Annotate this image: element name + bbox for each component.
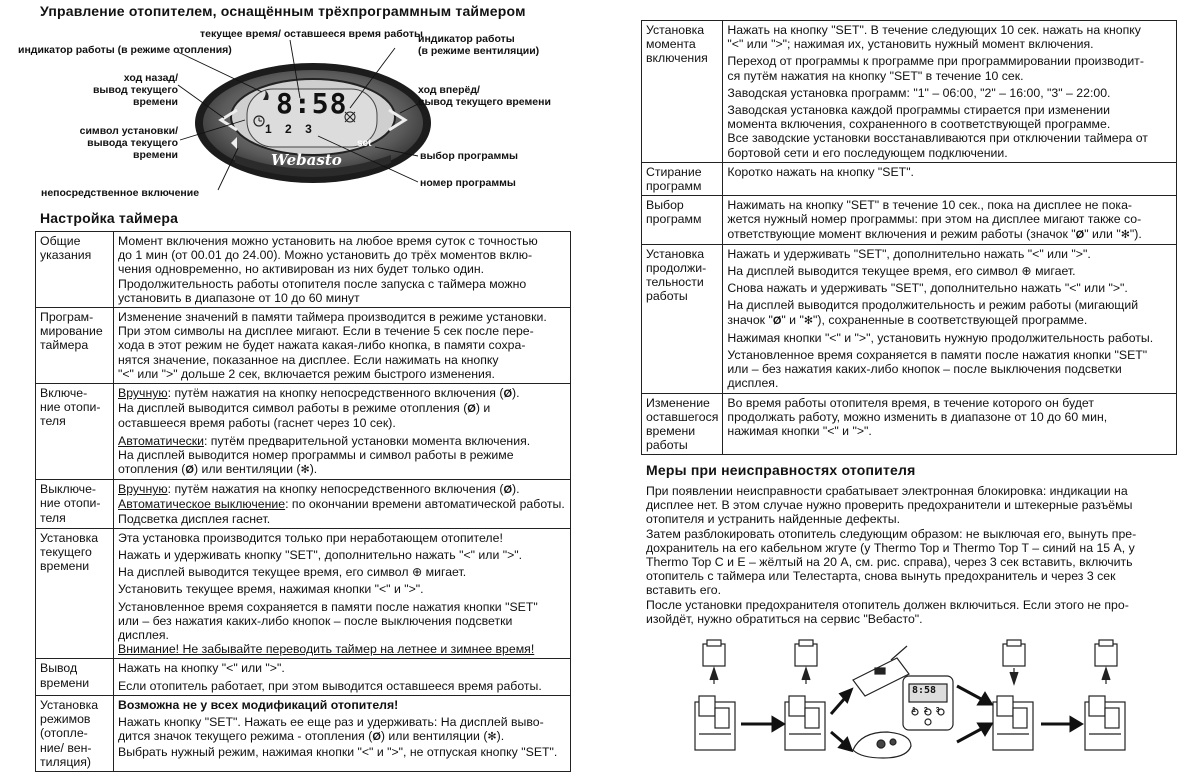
row-key: Установка момента включения: [642, 21, 723, 163]
key-fob: [853, 732, 911, 758]
row-value: Момент включения можно установить на любое время суток с точностью до 1 мин (от 00.01 до 24.00). Можно установить до трёх моментов вклю- чения одновременно, но активирован из них будет только один. Продолжительность работы отопителя после запуска с таймера можно установить в диапазоне от 10 до 60 минут: [114, 232, 571, 308]
flame-icon: Ø: [772, 314, 782, 327]
table-row: [36, 480, 571, 529]
flame-icon: Ø: [1075, 228, 1085, 241]
telestart-remote: [853, 646, 909, 696]
row-value: Возможна не у всех модификаций отопителя! Нажать кнопку "SET". Нажать ее еще раз и удерживать: На дисплей выво- дится значок текущего режима - отопления (Ø) или вентиляции (✻). Выбрать нужный режим, нажимая кнопки "<" и ">", не отпуская кнопку "SET".: [114, 695, 571, 771]
fan-icon: ✻: [1120, 228, 1130, 241]
row-value: Коротко нажать на кнопку "SET".: [723, 162, 1177, 195]
fig-timer-display: 8:58: [912, 685, 937, 696]
row-key: Програм- мирование таймера: [36, 308, 114, 384]
row-key: Включе- ние отопи- теля: [36, 384, 114, 480]
row-key: Вывод времени: [36, 659, 114, 695]
fuse-procedure-illustration: [685, 638, 1165, 762]
row-value: Эта установка производится только при неработающем отопителе! Нажать и удерживать кнопку "SET", дополнительно нажать "<" или ">". На дисплей выводится текущее время, его символ ⊕ мигает. Установить текущее время, нажимая кнопки "<" и ">". Установленное время сохраняется в памяти после нажатия кнопки "SET" или – без нажатия каких-либо кнопок – после выключения подсветки дисплея. Внимание! Не забывайте переводить таймер на летнее и зимнее время!: [114, 528, 571, 659]
fuse-block: [785, 640, 825, 750]
row-value: Изменение значений в памяти таймера производится в режиме установки. При этом символы на дисплее мигают. Если в течение 5 сек после пере- хода в этот режим не будет нажата какая-либо кнопка, в памяти сохра- нятся значение, показанное на дисплее. Если нажимать на кнопку "<" или ">" дольше 2 сек, включается режим быстрого изменения.: [114, 308, 571, 384]
table-row: [36, 232, 571, 308]
table-row: [642, 21, 1177, 163]
label-direct-start: непосредственное включение: [41, 187, 200, 199]
label-back: ход назад/ вывод текущего времени: [92, 72, 178, 108]
row-key: Установка текущего времени: [36, 528, 114, 659]
flame-icon: Ø: [503, 388, 512, 401]
fig-timer-programs: 1 2 3: [912, 707, 940, 714]
row-key: Общие указания: [36, 232, 114, 308]
table-row: [36, 308, 571, 384]
section-title-timer: Настройка таймера: [40, 210, 179, 226]
table-row: [36, 695, 571, 771]
label-program-select: выбор программы: [420, 150, 518, 162]
section-title-faults: Меры при неисправностях отопителя: [646, 462, 916, 478]
row-key: Выбор программ: [642, 196, 723, 245]
fault-paragraph: При появлении неисправности срабатывает электронная блокировка: индикации на дисплее нет. В этом случае нужно проверить предохранители и штекерные разъёмы отопителя и устранить найденные дефекты. Затем разблокировать отопитель следующим образом: не выключая его, вынуть пре- дохранитель на его кабельном жгуте (у Thermo Top и Thermo Top T – синий на 15 А, у Thermo Top C и E – жёлтый на 20 А, см. рис. справа), через 3 сек вставить, включить отопитель с таймера или Телестарта, снова вынуть предохранитель и через 3 сек вставить его. После установки предохранителя отопитель должен включиться. Если этого не про- изойдёт, нужно обратиться на сервис "Вебасто".: [646, 484, 1137, 626]
table-row: [36, 384, 571, 480]
label-program-number: номер программы: [420, 177, 516, 189]
fan-icon: ✻: [487, 731, 497, 744]
webasto-logo: Webasto: [271, 151, 342, 169]
table-row: [642, 196, 1177, 245]
timer-program-numbers: 1 2 3: [265, 122, 312, 136]
flame-icon: Ø: [185, 464, 194, 477]
row-key: Выключе- ние отопи- теля: [36, 480, 114, 529]
row-key: Стирание программ: [642, 162, 723, 195]
row-value: Во время работы отопителя время, в течение которого он будет продолжать работу, можно изменить в диапазоне от 10 до 60 мин, нажимая кнопки "<" и ">".: [723, 393, 1177, 455]
row-key: Установка режимов (отопле- ние/ вен- тиляция): [36, 695, 114, 771]
label-setting-symbol: символ установки/ вывода текущего времени: [79, 125, 178, 161]
table-row: [36, 528, 571, 659]
row-key: Установка продолжи- тельности работы: [642, 244, 723, 393]
timer-display-time: 8:58: [276, 87, 348, 120]
flame-icon: Ø: [467, 403, 476, 416]
table-row: [642, 393, 1177, 455]
fan-icon: ✻: [803, 314, 814, 327]
row-value: Нажимать на кнопку "SET" в течение 10 сек., пока на дисплее не пока- жется нужный номер программы: при этом на дисплее мигают также со- ответствующие момент включения и режим работы (значок "Ø" или "✻").: [723, 196, 1177, 245]
table-row: [36, 659, 571, 695]
row-value: Вручную: путём нажатия на кнопку непосредственного включения (Ø). На дисплей выводится символ работы в режиме отопления (Ø) и оставшееся время работы (гаснет через 10 сек). Автоматически: путём предварительной установки момента включения. На дисплей выводится номер программы и символ работы в режиме отопления (Ø) или вентиляции (✻).: [114, 384, 571, 480]
page-title: Управление отопителем, оснащённым трёхпрограммным таймером: [40, 3, 526, 19]
label-vent-indicator: индикатор работы (в режиме вентиляции): [418, 33, 540, 57]
row-key: Изменение оставшегося времени работы: [642, 393, 723, 455]
label-heating-indicator: индикатор работы (в режиме отопления): [18, 44, 232, 56]
fuse-block: [1085, 640, 1125, 750]
row-value: Вручную: путём нажатия на кнопку непосредственного включения (Ø). Автоматическое выключение: по окончании времени автоматической работы. Подсветка дисплея гаснет.: [114, 480, 571, 529]
flame-icon: Ø: [503, 484, 512, 497]
fuse-block: [695, 640, 735, 750]
flame-icon: Ø: [372, 731, 381, 744]
table-row: [642, 244, 1177, 393]
row-value: Нажать на кнопку "SET". В течение следующих 10 сек. нажать на кнопку "<" или ">"; нажимая их, установить нужный момент включения. Переход от программы к программе при программировании производит- ся путём нажатия на кнопку "SET" в течение 10 сек. Заводская установка программ: "1" – 06:00, "2" – 16:00, "3" – 22:00. Заводская установка каждой программы стирается при изменении момента включения, сохраненного в соответствующей программе. Все заводские установки восстанавливаются при отключении таймера от бортовой сети и его последующем подключении.: [723, 21, 1177, 163]
set-button: set: [357, 138, 372, 149]
label-forward: ход вперёд/ вывод текущего времени: [418, 84, 551, 108]
label-current-time: текущее время/ оставшееся время работы: [200, 28, 423, 40]
timer-settings-table: [35, 231, 571, 772]
fuse-block: [993, 640, 1033, 750]
fan-icon: ✻: [300, 464, 310, 477]
timer-settings-table-continued: [641, 20, 1177, 455]
row-value: Нажать и удерживать "SET", дополнительно нажать "<" или ">". На дисплей выводится текущее время, его символ ⊕ мигает. Снова нажать и удерживать "SET", дополнительно нажать "<" или ">". На дисплей выводится продолжительность и режим работы (мигающий значок "Ø" и "✻"), сохраненные в соответствующей программе. Нажимая кнопки "<" и ">", установить нужную продолжительность работы. Установленное время сохраняется в памяти после нажатия кнопки "SET" или – без нажатия каких-либо кнопок – после выключения подсветки дисплея.: [723, 244, 1177, 393]
row-value: Нажать на кнопку "<" или ">". Если отопитель работает, при этом выводится оставшееся время работы.: [114, 659, 571, 695]
table-row: [642, 162, 1177, 195]
